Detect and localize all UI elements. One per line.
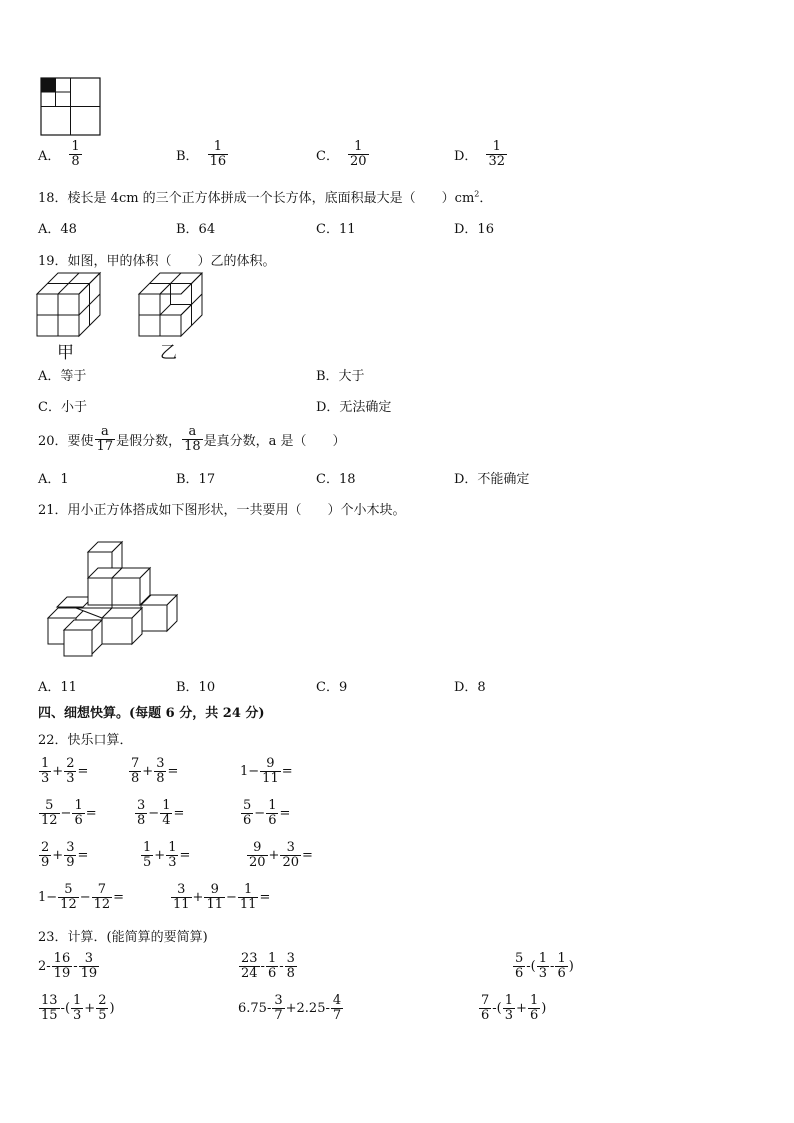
q22-title: 22．快乐口算．: [38, 733, 133, 748]
q19-option-d[interactable]: D．无法确定: [316, 400, 392, 415]
q23-item: 6.75- $\frac{3}{7}$ +2.25- $\frac{4}{7}$: [238, 993, 342, 1024]
q19-question: 19．如图，甲的体积（ ）乙的体积。: [38, 254, 276, 269]
q19-label-jia: 甲: [57, 343, 74, 363]
section-4-title: 四、细想快算。(每题 6 分，共 24 分): [38, 706, 265, 721]
q20-question: 20．要使 $\frac{a}{17}$ 是假分数， $\frac{a}{18}$ 是真分数，a 是（ ）: [38, 424, 346, 455]
q17-option-d[interactable]: [454, 140, 508, 170]
q18-option-c[interactable]: C．11: [316, 222, 356, 237]
q22-item: $\frac{5}{6}$ − $\frac{1}{6}$ =: [243, 798, 291, 829]
q22-item: 1− $\frac{9}{11}$ =: [240, 756, 293, 787]
q18-option-a[interactable]: A．48: [38, 222, 77, 237]
q19-figure-yi: [138, 272, 208, 338]
q17-option-a[interactable]: [38, 140, 83, 170]
q22-item: $\frac{3}{11}$ + $\frac{9}{11}$ − $\frac{1}{11}$ =: [173, 882, 271, 913]
q19-label-yi: 乙: [160, 343, 177, 363]
q23-item: $\frac{13}{15}$ -( $\frac{1}{3}$ + $\frac{2}{5}$ ): [41, 993, 115, 1024]
q18-option-d[interactable]: D．16: [454, 222, 494, 237]
fraction: $\frac{1}{20}$: [349, 139, 367, 170]
q22-item: $\frac{5}{12}$ − $\frac{1}{6}$ =: [41, 798, 97, 829]
q22-item: $\frac{2}{9}$ + $\frac{3}{9}$ =: [41, 840, 89, 871]
q17-square-figure: [40, 77, 102, 137]
q20-option-c[interactable]: C．18: [316, 472, 356, 487]
q21-option-b[interactable]: B．10: [176, 680, 216, 695]
option-label: C．: [316, 149, 339, 165]
q21-option-a[interactable]: A．11: [38, 680, 77, 695]
option-label: D．: [454, 149, 478, 165]
fraction: $\frac{1}{16}$: [209, 139, 227, 170]
fraction: $\frac{1}{8}$: [71, 139, 80, 170]
q22-item: $\frac{9}{20}$ + $\frac{3}{20}$ =: [249, 840, 313, 871]
q23-item: 2- $\frac{16}{19}$ - $\frac{3}{19}$: [38, 951, 98, 982]
q23-item: $\frac{23}{24}$ - $\frac{1}{6}$ - $\frac{3}{8}$: [241, 951, 295, 982]
q21-option-d[interactable]: D．8: [454, 680, 486, 695]
q17-option-c[interactable]: [316, 140, 370, 170]
q22-item: 1− $\frac{5}{12}$ − $\frac{7}{12}$ =: [38, 882, 125, 913]
fraction: $\frac{a}{17}$: [96, 424, 114, 455]
q23-title: 23．计算．(能简算的要简算): [38, 930, 208, 945]
q23-item: $\frac{7}{6}$ -( $\frac{1}{3}$ + $\frac{1}{6}$ ): [481, 993, 547, 1024]
q22-item: $\frac{3}{8}$ − $\frac{1}{4}$ =: [137, 798, 185, 829]
option-label: A．: [38, 149, 61, 165]
q22-item: $\frac{1}{3}$ + $\frac{2}{3}$ =: [41, 756, 89, 787]
q21-question: 21．用小正方体搭成如下图形状，一共要用（ ）个小木块。: [38, 503, 406, 518]
q22-item: $\frac{7}{8}$ + $\frac{3}{8}$ =: [131, 756, 179, 787]
q21-cube-stack-figure: [46, 540, 181, 658]
fraction: $\frac{1}{32}$: [488, 139, 505, 170]
q19-option-c[interactable]: C．小于: [38, 400, 87, 415]
q20-option-b[interactable]: B．17: [176, 472, 216, 487]
q18-question: 18．棱长是 4cm 的三个正方体拼成一个长方体，底面积最大是（ ）$cm^2$．: [38, 189, 493, 206]
q22-item: $\frac{1}{5}$ + $\frac{1}{3}$ =: [143, 840, 191, 871]
q19-option-a[interactable]: A．等于: [38, 369, 87, 384]
q17-option-b[interactable]: [176, 140, 229, 170]
fraction: $\frac{a}{18}$: [184, 424, 201, 455]
option-label: B．: [176, 149, 199, 165]
q20-option-a[interactable]: A．1: [38, 472, 69, 487]
q18-option-b[interactable]: B．64: [176, 222, 216, 237]
q19-figure-jia: [36, 272, 106, 338]
q19-option-b[interactable]: B．大于: [316, 369, 365, 384]
q20-option-d[interactable]: D．不能确定: [454, 472, 530, 487]
q23-item: $\frac{5}{6}$ -( $\frac{1}{3}$ - $\frac{1}{6}$ ): [515, 951, 574, 982]
q21-option-c[interactable]: C．9: [316, 680, 348, 695]
